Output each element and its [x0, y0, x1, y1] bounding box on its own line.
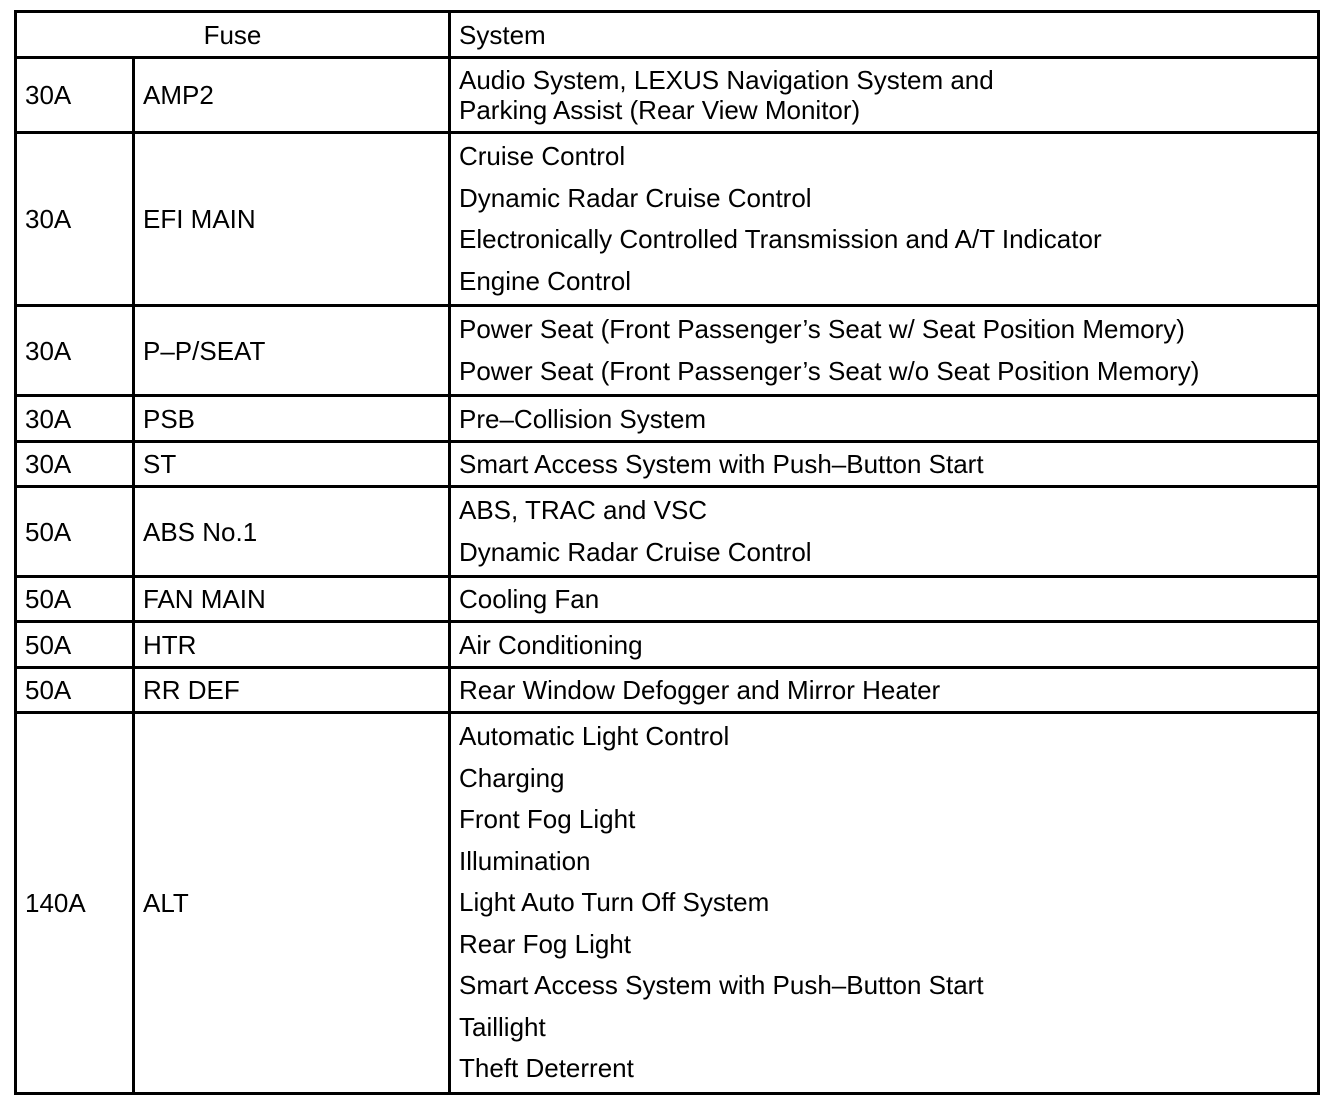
fuse-name: RR DEF	[134, 668, 450, 713]
fuse-name: ST	[134, 442, 450, 487]
system-item: Smart Access System with Push–Button Start	[459, 970, 984, 1000]
system-item: Parking Assist (Rear View Monitor)	[459, 95, 861, 125]
fuse-name: PSB	[134, 396, 450, 442]
fuse-amperage: 50A	[16, 622, 134, 668]
table-row	[16, 306, 1319, 396]
fuse-amperage: 30A	[16, 58, 134, 133]
system-item: Electronically Controlled Transmission and A/T Indicator	[459, 224, 1102, 254]
system-item: Taillight	[459, 1011, 546, 1042]
system-item: Charging	[459, 762, 565, 793]
system-item: Dynamic Radar Cruise Control	[459, 536, 812, 567]
fuse-amperage: 140A	[16, 713, 134, 1094]
fuse-systems	[450, 487, 1319, 577]
system-item: Front Fog Light	[459, 804, 636, 834]
fuse-name: FAN MAIN	[134, 577, 450, 622]
system-item: Automatic Light Control	[459, 721, 730, 751]
table-row	[16, 58, 1319, 133]
fuse-name: HTR	[134, 622, 450, 668]
fuse-systems	[450, 133, 1319, 306]
system-item: Audio System, LEXUS Navigation System and	[459, 65, 994, 95]
system-item: Power Seat (Front Passenger’s Seat w/ Seat Position Memory)	[459, 314, 1185, 344]
fuse-column-header: Fuse	[16, 12, 450, 58]
table-row	[16, 133, 1319, 306]
system-item: Rear Window Defogger and Mirror Heater	[459, 675, 941, 705]
fuse-systems	[450, 577, 1319, 622]
fuse-systems	[450, 668, 1319, 713]
table-row	[16, 442, 1319, 487]
table-row	[16, 713, 1319, 1094]
fuse-table-body	[16, 58, 1319, 1094]
system-item: Pre–Collision System	[459, 403, 707, 434]
fuse-table	[14, 10, 1320, 1095]
system-item: Dynamic Radar Cruise Control	[459, 182, 812, 213]
header-row	[16, 12, 1319, 58]
table-row	[16, 622, 1319, 668]
fuse-name: ALT	[134, 713, 450, 1094]
table-row	[16, 487, 1319, 577]
fuse-amperage: 30A	[16, 442, 134, 487]
system-item: Engine Control	[459, 265, 631, 296]
table-row	[16, 396, 1319, 442]
system-column-header: System	[450, 12, 1319, 58]
fuse-amperage: 30A	[16, 396, 134, 442]
system-item: Air Conditioning	[459, 629, 643, 660]
system-item: Rear Fog Light	[459, 928, 631, 959]
fuse-systems	[450, 306, 1319, 396]
fuse-name: P–P/SEAT	[134, 306, 450, 396]
system-item: Power Seat (Front Passenger’s Seat w/o Seat Position Memory)	[459, 355, 1200, 386]
fuse-systems	[450, 58, 1319, 133]
fuse-amperage: 50A	[16, 487, 134, 577]
fuse-name: AMP2	[134, 58, 450, 133]
fuse-name: EFI MAIN	[134, 133, 450, 306]
system-item: Theft Deterrent	[459, 1053, 634, 1083]
system-item: Smart Access System with Push–Button Start	[459, 449, 984, 479]
fuse-amperage: 50A	[16, 668, 134, 713]
system-item: ABS, TRAC and VSC	[459, 495, 708, 525]
system-item: Cooling Fan	[459, 584, 600, 614]
fuse-amperage: 30A	[16, 306, 134, 396]
fuse-systems	[450, 442, 1319, 487]
table-row	[16, 668, 1319, 713]
system-item: Cruise Control	[459, 141, 626, 171]
fuse-amperage: 30A	[16, 133, 134, 306]
fuse-systems	[450, 713, 1319, 1094]
system-item: Light Auto Turn Off System	[459, 887, 770, 917]
fuse-table-header	[16, 12, 1319, 58]
system-item: Illumination	[459, 845, 591, 876]
table-row	[16, 577, 1319, 622]
fuse-systems	[450, 622, 1319, 668]
fuse-name: ABS No.1	[134, 487, 450, 577]
fuse-systems	[450, 396, 1319, 442]
fuse-amperage: 50A	[16, 577, 134, 622]
